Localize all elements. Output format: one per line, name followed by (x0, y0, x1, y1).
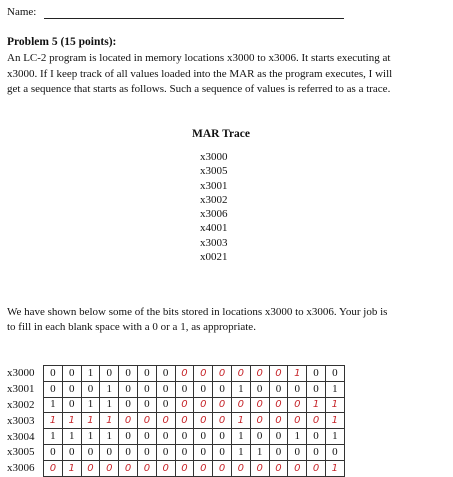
trace-item: x3002 (200, 193, 228, 206)
memory-row (7, 429, 344, 445)
handwritten-bit-cell[interactable]: 0 (119, 460, 138, 476)
printed-bit-cell: 0 (250, 381, 269, 397)
memory-address: x3003 (7, 414, 35, 427)
handwritten-bit-cell[interactable]: 0 (175, 460, 194, 476)
printed-bit-cell: 1 (44, 397, 63, 413)
handwritten-bit-cell[interactable]: 1 (62, 460, 81, 476)
printed-bit-cell: 0 (307, 366, 326, 382)
printed-bit-cell: 0 (119, 444, 138, 460)
handwritten-bit-cell[interactable]: 0 (156, 413, 175, 429)
handwritten-bit-cell[interactable]: 0 (269, 460, 288, 476)
printed-bit-cell: 0 (119, 397, 138, 413)
printed-bit-cell: 0 (288, 381, 307, 397)
handwritten-bit-cell[interactable]: 1 (100, 413, 119, 429)
printed-bit-cell: 1 (81, 397, 100, 413)
handwritten-bit-cell[interactable]: 1 (81, 413, 100, 429)
task-line: We have shown below some of the bits stored in locations x3000 to x3006. Your job is (7, 306, 388, 318)
trace-list (200, 150, 228, 264)
printed-bit-cell: 0 (62, 366, 81, 382)
handwritten-bit-cell[interactable]: 0 (288, 413, 307, 429)
handwritten-bit-cell[interactable]: 0 (250, 413, 269, 429)
printed-bit-cell: 0 (156, 429, 175, 445)
memory-address: x3006 (7, 462, 35, 475)
printed-bit-cell: 1 (231, 381, 250, 397)
printed-bit-cell: 0 (194, 444, 213, 460)
handwritten-bit-cell[interactable]: 0 (156, 460, 175, 476)
problem-intro (7, 51, 452, 98)
printed-bit-cell: 0 (156, 444, 175, 460)
handwritten-bit-cell[interactable]: 0 (194, 413, 213, 429)
printed-bit-cell: 0 (269, 429, 288, 445)
memory-address: x3004 (7, 430, 35, 443)
printed-bit-cell: 0 (307, 429, 326, 445)
handwritten-bit-cell[interactable]: 0 (288, 397, 307, 413)
printed-bit-cell: 0 (137, 381, 156, 397)
printed-bit-cell: 0 (137, 397, 156, 413)
printed-bit-cell: 1 (100, 381, 119, 397)
intro-line: x3000. If I keep track of all values loaded into the MAR as the program executes, I will (7, 67, 393, 80)
printed-bit-cell: 0 (213, 444, 232, 460)
printed-bit-cell: 0 (119, 366, 138, 382)
printed-bit-cell: 0 (175, 444, 194, 460)
handwritten-bit-cell[interactable]: 0 (231, 366, 250, 382)
handwritten-bit-cell[interactable]: 0 (213, 397, 232, 413)
printed-bit-cell: 0 (44, 444, 63, 460)
printed-bit-cell: 1 (81, 429, 100, 445)
printed-bit-cell: 0 (194, 429, 213, 445)
printed-bit-cell: 1 (62, 429, 81, 445)
printed-bit-cell: 0 (213, 381, 232, 397)
printed-bit-cell: 0 (325, 444, 344, 460)
printed-bit-cell: 0 (250, 429, 269, 445)
memory-row (7, 413, 344, 429)
handwritten-bit-cell[interactable]: 1 (307, 397, 326, 413)
handwritten-bit-cell[interactable]: 0 (137, 460, 156, 476)
handwritten-bit-cell[interactable]: 0 (307, 460, 326, 476)
handwritten-bit-cell[interactable]: 1 (62, 413, 81, 429)
handwritten-bit-cell[interactable]: 0 (137, 413, 156, 429)
trace-title: MAR Trace (192, 128, 251, 140)
handwritten-bit-cell[interactable]: 0 (269, 397, 288, 413)
printed-bit-cell: 0 (100, 366, 119, 382)
printed-bit-cell: 0 (288, 444, 307, 460)
intro-line: An LC-2 program is located in memory locations x3000 to x3006. It starts executing at (7, 52, 391, 64)
printed-bit-cell: 0 (156, 381, 175, 397)
printed-bit-cell: 0 (213, 429, 232, 445)
memory-bit-grid (7, 365, 345, 477)
handwritten-bit-cell[interactable]: 0 (81, 460, 100, 476)
handwritten-bit-cell[interactable]: 1 (231, 413, 250, 429)
intro-line: get a sequence that starts as follows. Such a sequence of values is referred to as a trace. (7, 83, 391, 95)
printed-bit-cell: 0 (62, 444, 81, 460)
printed-bit-cell: 0 (156, 366, 175, 382)
task-instructions (7, 305, 452, 334)
printed-bit-cell: 1 (231, 429, 250, 445)
memory-row (7, 381, 344, 397)
printed-bit-cell: 0 (44, 381, 63, 397)
handwritten-bit-cell[interactable]: 0 (250, 460, 269, 476)
trace-item: x3003 (200, 236, 228, 249)
memory-address: x3005 (7, 446, 35, 459)
handwritten-bit-cell[interactable]: 1 (288, 366, 307, 382)
trace-item: x0021 (200, 251, 228, 264)
printed-bit-cell: 0 (100, 444, 119, 460)
handwritten-bit-cell[interactable]: 0 (175, 397, 194, 413)
memory-address: x3001 (7, 383, 35, 396)
trace-item: x3006 (200, 208, 228, 221)
printed-bit-cell: 0 (62, 381, 81, 397)
name-label: Name: (7, 6, 37, 18)
printed-bit-cell: 1 (325, 381, 344, 397)
handwritten-bit-cell[interactable]: 0 (194, 460, 213, 476)
trace-item: x3005 (200, 165, 228, 178)
handwritten-bit-cell[interactable]: 0 (307, 413, 326, 429)
handwritten-bit-cell[interactable]: 0 (213, 460, 232, 476)
printed-bit-cell: 0 (81, 444, 100, 460)
printed-bit-cell: 0 (62, 397, 81, 413)
printed-bit-cell: 0 (156, 397, 175, 413)
handwritten-bit-cell[interactable]: 0 (194, 366, 213, 382)
printed-bit-cell: 0 (175, 429, 194, 445)
trace-item: x3000 (200, 151, 228, 163)
handwritten-bit-cell[interactable]: 0 (194, 397, 213, 413)
printed-bit-cell: 1 (44, 429, 63, 445)
printed-bit-cell: 0 (194, 381, 213, 397)
printed-bit-cell: 0 (119, 381, 138, 397)
printed-bit-cell: 0 (44, 366, 63, 382)
printed-bit-cell: 1 (288, 429, 307, 445)
trace-item: x4001 (200, 222, 228, 235)
handwritten-bit-cell[interactable]: 0 (119, 413, 138, 429)
handwritten-bit-cell[interactable]: 1 (44, 413, 63, 429)
printed-bit-cell: 0 (137, 444, 156, 460)
handwritten-bit-cell[interactable]: 0 (250, 397, 269, 413)
handwritten-bit-cell[interactable]: 1 (325, 413, 344, 429)
printed-bit-cell: 0 (137, 366, 156, 382)
handwritten-bit-cell[interactable]: 0 (231, 460, 250, 476)
memory-row (7, 397, 344, 413)
handwritten-bit-cell[interactable]: 0 (44, 460, 63, 476)
trace-item: x3001 (200, 179, 228, 192)
memory-address: x3002 (7, 398, 35, 411)
problem-title: Problem 5 (15 points): (7, 36, 117, 48)
name-blank-line[interactable] (44, 18, 344, 19)
handwritten-bit-cell[interactable]: 0 (269, 413, 288, 429)
printed-bit-cell: 0 (137, 429, 156, 445)
memory-row (7, 444, 344, 460)
memory-row (7, 460, 344, 476)
memory-row (7, 366, 344, 382)
printed-bit-cell: 0 (269, 381, 288, 397)
memory-address: x3000 (7, 367, 35, 380)
handwritten-bit-cell[interactable]: 0 (213, 413, 232, 429)
printed-bit-cell: 1 (250, 444, 269, 460)
handwritten-bit-cell[interactable]: 1 (325, 460, 344, 476)
printed-bit-cell: 0 (81, 381, 100, 397)
handwritten-bit-cell[interactable]: 0 (269, 366, 288, 382)
handwritten-bit-cell[interactable]: 0 (213, 366, 232, 382)
handwritten-bit-cell[interactable]: 0 (175, 366, 194, 382)
memory-table (7, 365, 345, 477)
printed-bit-cell: 0 (307, 381, 326, 397)
printed-bit-cell: 1 (325, 429, 344, 445)
printed-bit-cell: 0 (175, 381, 194, 397)
printed-bit-cell: 0 (269, 444, 288, 460)
printed-bit-cell: 1 (231, 444, 250, 460)
handwritten-bit-cell[interactable]: 1 (325, 397, 344, 413)
handwritten-bit-cell[interactable]: 0 (231, 397, 250, 413)
printed-bit-cell: 1 (100, 397, 119, 413)
handwritten-bit-cell[interactable]: 0 (175, 413, 194, 429)
handwritten-bit-cell[interactable]: 0 (288, 460, 307, 476)
printed-bit-cell: 0 (325, 366, 344, 382)
printed-bit-cell: 1 (100, 429, 119, 445)
printed-bit-cell: 0 (119, 429, 138, 445)
printed-bit-cell: 0 (307, 444, 326, 460)
task-line: to fill in each blank space with a 0 or a 1, as appropriate. (7, 320, 256, 333)
printed-bit-cell: 1 (81, 366, 100, 382)
handwritten-bit-cell[interactable]: 0 (250, 366, 269, 382)
handwritten-bit-cell[interactable]: 0 (100, 460, 119, 476)
